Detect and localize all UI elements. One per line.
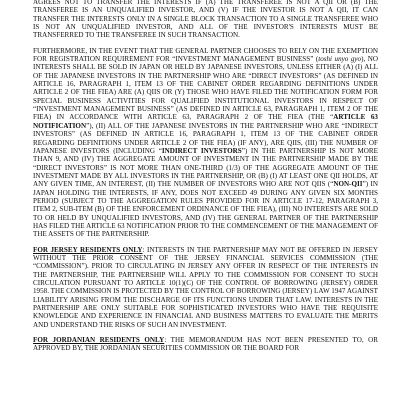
section-heading-jersey: FOR JERSEY RESIDENTS ONLY [33,245,143,254]
paragraph-japan-exemption [33,47,378,239]
paragraph-jordanian-residents [33,336,378,353]
paragraph-text: ”) IN JAPAN HOLDING THE INTERESTS, IF ANY, DOES NOT EXCEED 49 DURING ANY GIVEN SIX MONTHS PERIOD (SUBJECT TO THE AGGREGATION RULES PROVIDED FOR IN ARTICLE 17-12, PARAGRAPH 3, ITEM 2, SUB-ITEM (B) OF THE ENFORCEMENT ORDINANCE OF THE FIEA), (III) NO INTERESTS ARE SOLD TO OR HELD BY UNQUALIFIED INVESTORS, AND (IV) THE GENERAL PARTNER OF THE PARTNERSHIP HAS FILED THE ARTICLE 63 NOTIFICATION PRIOR TO THE COMMENCEMENT OF THE MANAGEMENT OF THE ASSETS OF THE PARTNERSHIP. [33,180,378,239]
paragraph-text: : INTERESTS IN THE PARTNERSHIP MAY NOT BE OFFERED IN JERSEY WITHOUT THE PRIOR CONSENT OF THE JERSEY FINANCIAL SERVICES COMMISSION (THE “COMMISSION”). PRIOR TO CIRCULATING IN JERSEY ANY OFFER IN RESPECT OF THE INTERESTS IN THE PARTNERSHIP, THE PARTNERSHIP WILL APPLY TO THE COMMISSION FOR CONSENT TO SUCH CIRCULATION PURSUANT TO ARTICLE 10(1)(C) OF THE CONTROL OF BORROWING (JERSEY) ORDER 1958. THE COMMISSION IS PROTECTED BY THE CONTROL OF BORROWING (JERSEY) LAW 1947 AGAINST LIABILITY ARISING FROM THE DISCHARGE OF ITS FUNCTIONS UNDER THAT LAW. INTERESTS IN THE PARTNERSHIP ARE ONLY SUITABLE FOR SOPHISTICATED INVESTORS WHO HAVE THE REQUISITE KNOWLEDGE AND EXPERIENCE IN FINANCIAL AND BUSINESS MATTERS TO EVALUATE THE MERITS AND UNDERSTAND THE RISKS OF SUCH AN INVESTMENT. [33,245,379,329]
paragraph-text: AGREES NOT TO TRANSFER THE INTERESTS IF (A) THE TRANSFEREE IS NOT A QII OR (B) THE TRANSFEREE IS AN UNQUALIFIED INVESTOR, AND (V) IF THE INVESTOR IS NOT A QII, IT CAN TRANSFER THE INTERESTS ONLY IN A SINGLE BLOCK TRANSACTION TO A SINGLE TRANSFEREE WHO IS NOT AN UNQUALIFIED INVESTOR, AND ALL OF THE INVESTOR'S INTERESTS MUST BE TRANSFERRED TO THE TRANSFEREE IN SUCH TRANSACTION. [33,0,378,40]
italic-term-toshi-unyo-gyo: toshi unyo gyo [318,55,362,64]
paragraph-gap [33,239,378,246]
bold-term-article-63-notification: ARTICLE 63 NOTIFICATION [33,113,378,130]
paragraph-text: ”) IN THE PARTNERSHIP IS NOT MORE THAN 9, AND (IV) THE AGGREGATE AMOUNT OF INVESTMENT IN THE PARTNERSHIP MADE BY THE “DIRECT INVESTORS” IS NOT MORE THAN ONE-THIRD (1/3) OF THE AGGREGATE AMOUNT OF THE INVESTMENT MADE BY ALL INVESTORS IN THE PARTNERSHIP, OR (B) (I) AT LEAST ONE QII HOLDS, AT ANY GIVEN TIME, AN INTEREST, (II) THE NUMBER OF INVESTORS WHO ARE NOT QIIS (“ [33,146,378,189]
paragraph-text: : THE MEMORANDUM HAS NOT BEEN PRESENTED TO, OR APPROVED BY, THE JORDANIAN SECURITIES COMMISSION OR THE BOARD FOR [33,336,378,353]
paragraph-gap [33,40,378,47]
paragraph-text: ), NO INTERESTS SHALL BE SOLD IN JAPAN OR HELD BY JAPANESE INVESTORS, UNLESS EITHER (A) (I) ALL OF THE JAPANESE INVESTORS IN THE PARTNERSHIP WHO ARE “DIRECT INVESTORS” (AS DEFINED IN ARTICLE 16, PARAGRAPH 1, ITEM 13 OF THE CABINET ORDER REGARDING DEFINITIONS UNDER ARTICLE 2 OF THE FIEA) ARE (A) QIIS OR (Y) THOSE WHO HAVE FILED THE NOTIFICATION FORM FOR SPECIAL BUSINESS ACTIVITIES FOR QUALIFIED INSTITUTIONAL INVESTORS IN RESPECT OF “INVESTMENT MANAGEMENT BUSINESS” (AS DEFINED IN ARTICLE 63, PARAGRAPH 1, ITEM 2 OF THE FIEA) IN ACCORDANCE WITH ARTICLE 63, PARAGRAPH 2 OF THE FIEA (THE “ [33,55,379,122]
paragraph-jersey-residents [33,246,378,329]
paragraph-text: FURTHERMORE, IN THE EVENT THAT THE GENERAL PARTNER CHOOSES TO RELY ON THE EXEMPTION FOR REGISTRATION REQUIREMENT FOR “INVESTMENT MANAGEMENT BUSINESS” ( [33,46,378,64]
paragraph-text: ”), (II) ALL OF THE JAPANESE INVESTORS IN THE PARTNERSHIP WHO ARE “INDIRECT INVESTORS” (AS DEFINED IN ARTICLE 16, PARAGRAPH 1, ITEM 13 OF THE CABINET ORDER REGARDING DEFINITIONS UNDER ARTICLE 2 OF THE FIEA) (IF ANY), ARE QIIS, (III) THE NUMBER OF JAPANESE INVESTORS (INCLUDING “ [33,121,378,155]
paragraph-gap [33,329,378,336]
bold-term-non-qii: NON-QII [333,180,363,189]
paragraph-transfer-restrictions [33,0,378,40]
bold-term-indirect-investors: INDIRECT INVESTORS [161,146,242,155]
section-heading-jordan: FOR JORDANIAN RESIDENTS ONLY [33,336,165,345]
